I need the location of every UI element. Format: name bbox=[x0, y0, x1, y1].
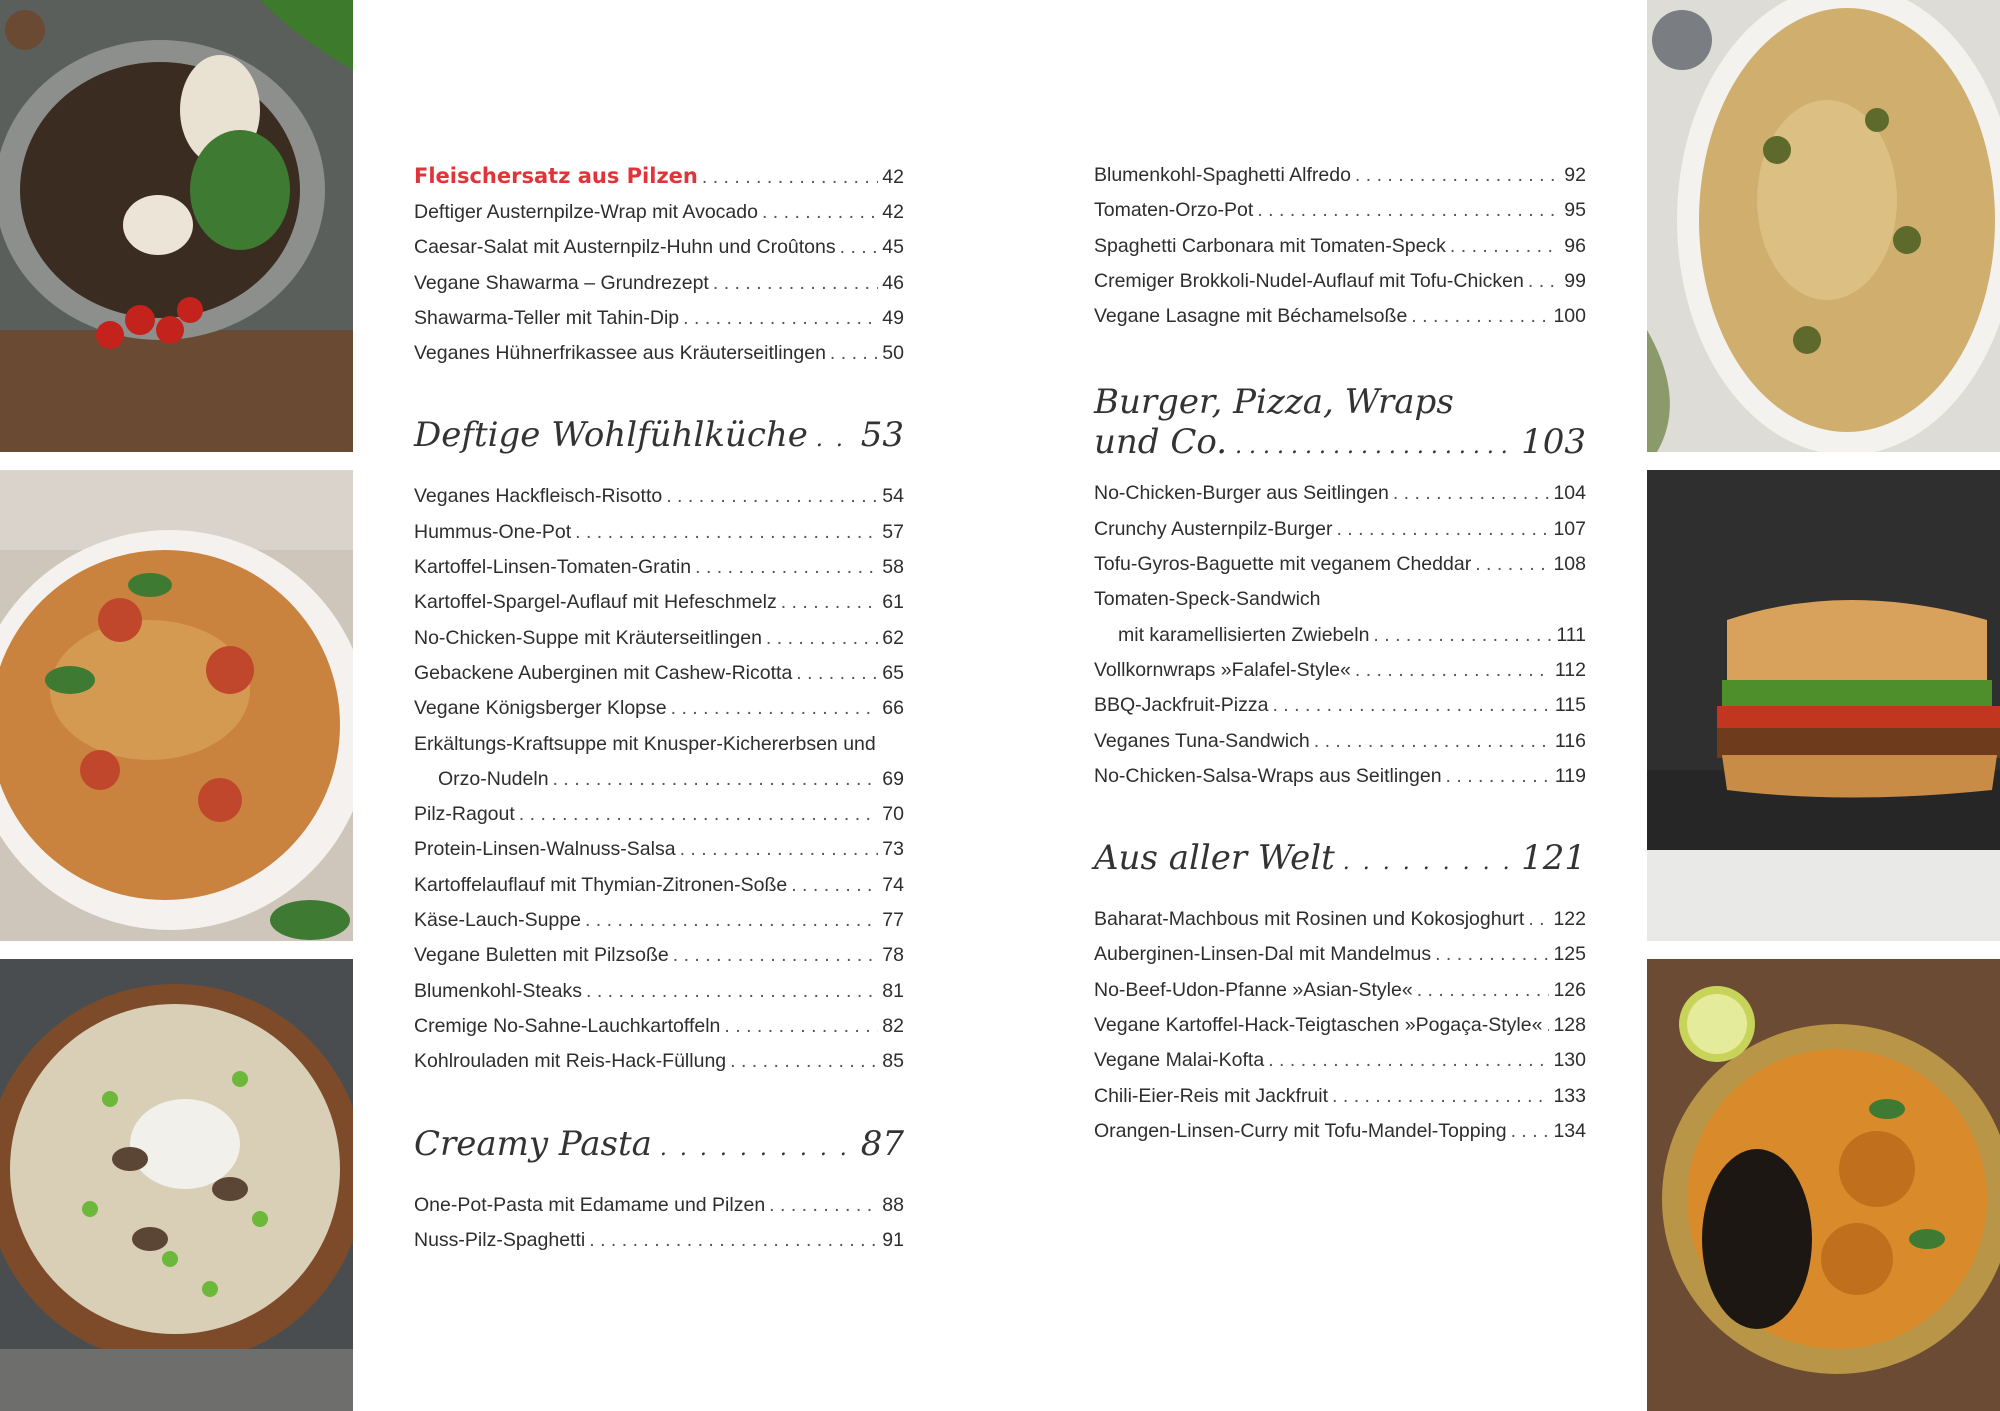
page-number: 85 bbox=[882, 1050, 904, 1073]
section-title: Aus aller Welt bbox=[1094, 838, 1335, 879]
photo-sandwich bbox=[1647, 470, 2000, 941]
page-number: 111 bbox=[1556, 623, 1586, 646]
page-number: 100 bbox=[1553, 305, 1586, 328]
leader-dots bbox=[666, 485, 878, 508]
toc-entry[interactable] bbox=[1094, 765, 1586, 800]
photo-mushroom-bowl bbox=[0, 0, 353, 452]
page-number: 74 bbox=[882, 873, 904, 896]
section-title: Creamy Pasta bbox=[414, 1123, 652, 1164]
entry-title: No-Chicken-Suppe mit Kräuterseitlingen bbox=[414, 626, 762, 649]
toc-entry[interactable] bbox=[414, 556, 904, 591]
entry-title: Tomaten-Speck-Sandwich bbox=[1094, 588, 1321, 611]
entry-title: Veganes Hühnerfrikassee aus Kräuterseitlingen bbox=[414, 342, 826, 365]
entry-title: Gebackene Auberginen mit Cashew-Ricotta bbox=[414, 661, 793, 684]
page-number: 107 bbox=[1553, 517, 1586, 540]
entry-title: Deftiger Austernpilze-Wrap mit Avocado bbox=[414, 201, 758, 223]
page-number: 61 bbox=[882, 591, 904, 614]
page-number: 95 bbox=[1564, 199, 1586, 222]
toc-entry[interactable] bbox=[1094, 908, 1586, 943]
toc-entry[interactable] bbox=[414, 272, 904, 307]
toc-entry[interactable] bbox=[414, 1229, 904, 1264]
leader-dots bbox=[766, 627, 878, 650]
leader-dots bbox=[796, 662, 878, 685]
photo-pasta-bake bbox=[1647, 0, 2000, 452]
entry-title: Crunchy Austernpilz-Burger bbox=[1094, 517, 1333, 540]
page-number: 53 bbox=[860, 415, 904, 456]
page-number: 65 bbox=[882, 661, 904, 684]
toc-entry[interactable] bbox=[414, 733, 904, 768]
leader-dots bbox=[816, 427, 853, 452]
section-title: Fleischersatz aus Pilzen bbox=[414, 164, 698, 188]
entry-title: Spaghetti Carbonara mit Tomaten-Speck bbox=[1094, 234, 1446, 257]
entry-title: Shawarma-Teller mit Tahin-Dip bbox=[414, 306, 680, 329]
page-number: 62 bbox=[882, 626, 904, 649]
toc-entry[interactable] bbox=[414, 803, 904, 838]
page-number: 73 bbox=[882, 838, 904, 861]
toc-entry[interactable] bbox=[1094, 1014, 1586, 1049]
toc-entry[interactable] bbox=[414, 627, 904, 662]
toc-left-column bbox=[414, 164, 904, 1264]
page-number: 88 bbox=[882, 1193, 904, 1216]
toc-entry[interactable] bbox=[414, 1194, 904, 1229]
toc-entry[interactable] bbox=[1094, 979, 1586, 1014]
entry-title: Blumenkohl-Spaghetti Alfredo bbox=[1094, 164, 1351, 186]
leader-dots bbox=[553, 768, 879, 791]
page-number: 77 bbox=[882, 909, 904, 932]
page-number: 87 bbox=[860, 1123, 904, 1164]
page-number: 81 bbox=[882, 979, 904, 1002]
page-number: 116 bbox=[1554, 729, 1586, 752]
page-number: 92 bbox=[1564, 164, 1586, 186]
page-number: 133 bbox=[1553, 1084, 1586, 1107]
leader-dots bbox=[713, 272, 878, 295]
entry-title: Caesar-Salat mit Austernpilz-Huhn und Croûtons bbox=[414, 236, 836, 259]
entry-title: Tomaten-Orzo-Pot bbox=[1094, 199, 1254, 222]
toc-entry[interactable] bbox=[1094, 1085, 1586, 1120]
page-number: 46 bbox=[882, 271, 904, 294]
leader-dots bbox=[1411, 305, 1549, 328]
entry-title: Vollkornwraps »Falafel-Style« bbox=[1094, 658, 1351, 681]
entry-title: Chili-Eier-Reis mit Jackfruit bbox=[1094, 1084, 1329, 1107]
leader-dots bbox=[1417, 979, 1550, 1002]
page-number: 66 bbox=[882, 697, 904, 720]
leader-dots bbox=[1450, 235, 1560, 258]
leader-dots bbox=[575, 521, 878, 544]
entry-title: Pilz-Ragout bbox=[414, 803, 515, 826]
toc-entry[interactable] bbox=[414, 201, 904, 236]
page-number: 78 bbox=[882, 944, 904, 967]
entry-title: Kohlrouladen mit Reis-Hack-Füllung bbox=[414, 1050, 727, 1073]
page-number: 49 bbox=[882, 306, 904, 329]
leader-dots bbox=[791, 874, 878, 897]
toc-entry[interactable] bbox=[1094, 1049, 1586, 1084]
entry-title: Käse-Lauch-Suppe bbox=[414, 909, 581, 932]
page-number: 99 bbox=[1564, 269, 1586, 292]
leader-dots bbox=[1435, 943, 1549, 966]
toc-entry[interactable] bbox=[414, 874, 904, 909]
leader-dots bbox=[840, 236, 879, 259]
entry-title: Baharat-Machbous mit Rosinen und Kokosjoghurt bbox=[1094, 908, 1525, 931]
leader-dots bbox=[1511, 1120, 1550, 1143]
toc-entry[interactable] bbox=[1094, 235, 1586, 270]
toc-entry[interactable] bbox=[1094, 164, 1586, 199]
entry-title: Vegane Malai-Kofta bbox=[1094, 1049, 1265, 1072]
page-number: 96 bbox=[1564, 234, 1586, 257]
entry-title: Vegane Buletten mit Pilzsoße bbox=[414, 944, 669, 967]
toc-entry[interactable] bbox=[1094, 199, 1586, 234]
page-number: 115 bbox=[1554, 694, 1586, 717]
page-number: 103 bbox=[1521, 422, 1586, 463]
toc-entry[interactable] bbox=[1094, 730, 1586, 765]
toc-entry[interactable] bbox=[1094, 694, 1586, 729]
leader-dots bbox=[702, 166, 878, 189]
page-number: 130 bbox=[1553, 1049, 1586, 1072]
entry-title: Vegane Lasagne mit Béchamelsoße bbox=[1094, 305, 1408, 328]
page-number: 58 bbox=[882, 556, 904, 579]
leader-dots bbox=[724, 1015, 878, 1038]
entry-title: Kartoffelauflauf mit Thymian-Zitronen-Soße bbox=[414, 873, 788, 896]
photo-malai-kofta bbox=[1647, 959, 2000, 1411]
leader-dots bbox=[671, 697, 879, 720]
page-number: 126 bbox=[1553, 978, 1586, 1001]
leader-dots bbox=[1528, 908, 1549, 931]
page-number: 112 bbox=[1554, 658, 1586, 681]
leader-dots bbox=[1272, 694, 1550, 717]
toc-entry[interactable] bbox=[414, 521, 904, 556]
entry-title: Veganes Tuna-Sandwich bbox=[1094, 729, 1310, 752]
section-title: Deftige Wohlfühlküche bbox=[414, 415, 808, 456]
toc-section-heading[interactable] bbox=[1094, 838, 1586, 898]
leader-dots bbox=[1314, 730, 1551, 753]
leader-dots bbox=[762, 201, 878, 224]
entry-title: Tofu-Gyros-Baguette mit veganem Cheddar bbox=[1094, 553, 1472, 576]
leader-dots bbox=[781, 591, 879, 614]
toc-section-heading[interactable] bbox=[414, 164, 904, 201]
entry-title: Vegane Kartoffel-Hack-Teigtaschen »Pogaça-Style« bbox=[1094, 1014, 1543, 1037]
toc-section-heading[interactable] bbox=[414, 1124, 904, 1184]
leader-dots bbox=[1546, 1014, 1549, 1037]
toc-entry[interactable] bbox=[1094, 482, 1586, 517]
toc-entry[interactable] bbox=[1094, 588, 1586, 623]
leader-dots bbox=[1336, 518, 1549, 541]
toc-entry[interactable] bbox=[1094, 1120, 1586, 1155]
leader-dots bbox=[1332, 1085, 1549, 1108]
leader-dots bbox=[683, 307, 878, 330]
toc-section-heading[interactable] bbox=[1094, 382, 1586, 466]
entry-title: Blumenkohl-Steaks bbox=[414, 979, 582, 1002]
leader-dots bbox=[589, 1229, 878, 1252]
leader-dots bbox=[1355, 164, 1560, 187]
page-number: 45 bbox=[882, 236, 904, 259]
toc-entry[interactable] bbox=[1094, 659, 1586, 694]
entry-title: Vegane Shawarma – Grundrezept bbox=[414, 271, 709, 294]
page-number: 108 bbox=[1553, 553, 1586, 576]
toc-entry[interactable] bbox=[414, 944, 904, 979]
entry-title: No-Chicken-Burger aus Seitlingen bbox=[1094, 482, 1389, 505]
entry-title: No-Beef-Udon-Pfanne »Asian-Style« bbox=[1094, 978, 1413, 1001]
entry-title: One-Pot-Pasta mit Edamame und Pilzen bbox=[414, 1193, 766, 1216]
toc-entry[interactable] bbox=[1094, 270, 1586, 305]
photo-casserole bbox=[0, 470, 353, 941]
page-number: 70 bbox=[882, 803, 904, 826]
toc-entry[interactable] bbox=[414, 697, 904, 732]
page-number: 54 bbox=[882, 485, 904, 508]
entry-title: Vegane Königsberger Klopse bbox=[414, 697, 667, 720]
leader-dots bbox=[660, 1136, 853, 1161]
page-number: 122 bbox=[1553, 908, 1586, 931]
toc-entry[interactable] bbox=[414, 980, 904, 1015]
leader-dots bbox=[1393, 482, 1550, 505]
toc-entry[interactable] bbox=[414, 307, 904, 342]
page-number: 134 bbox=[1553, 1119, 1586, 1142]
entry-title: Erkältungs-Kraftsuppe mit Knusper-Kichererbsen und bbox=[414, 732, 876, 755]
toc-entry[interactable] bbox=[1094, 518, 1586, 553]
toc-entry[interactable] bbox=[1094, 943, 1586, 978]
leader-dots bbox=[1446, 765, 1551, 788]
entry-title: Cremige No-Sahne-Lauchkartoffeln bbox=[414, 1014, 721, 1037]
page-number: 82 bbox=[882, 1014, 904, 1037]
page-number: 121 bbox=[1521, 838, 1586, 879]
toc-right-column bbox=[1094, 164, 1586, 1155]
section-title-line2: und Co. bbox=[1094, 422, 1228, 463]
toc-section-heading[interactable] bbox=[414, 415, 904, 475]
toc-entry[interactable] bbox=[414, 1015, 904, 1050]
leader-dots bbox=[1373, 624, 1552, 647]
leader-dots bbox=[695, 556, 878, 579]
leader-dots bbox=[1268, 1049, 1549, 1072]
leader-dots bbox=[1475, 553, 1549, 576]
entry-title: Hummus-One-Pot bbox=[414, 520, 572, 543]
leader-dots bbox=[769, 1194, 878, 1217]
toc-entry[interactable] bbox=[414, 909, 904, 944]
page-number: 128 bbox=[1553, 1014, 1586, 1037]
entry-title: Cremiger Brokkoli-Nudel-Auflauf mit Tofu-Chicken bbox=[1094, 269, 1524, 292]
entry-title: Nuss-Pilz-Spaghetti bbox=[414, 1228, 586, 1251]
toc-entry[interactable] bbox=[414, 662, 904, 697]
leader-dots bbox=[830, 342, 878, 365]
toc-entry[interactable] bbox=[1094, 553, 1586, 588]
leader-dots bbox=[1343, 850, 1513, 875]
page-number: 91 bbox=[882, 1228, 904, 1251]
page-number: 119 bbox=[1554, 764, 1586, 787]
entry-title: Orangen-Linsen-Curry mit Tofu-Mandel-Topping bbox=[1094, 1119, 1507, 1142]
entry-title: Veganes Hackfleisch-Risotto bbox=[414, 485, 663, 508]
photo-pasta-edamame bbox=[0, 959, 353, 1411]
toc-entry[interactable] bbox=[414, 236, 904, 271]
leader-dots bbox=[586, 980, 878, 1003]
toc-entry[interactable] bbox=[414, 485, 904, 520]
toc-entry[interactable] bbox=[1094, 305, 1586, 340]
entry-title: mit karamellisierten Zwiebeln bbox=[1118, 623, 1370, 646]
leader-dots bbox=[673, 944, 879, 967]
leader-dots bbox=[1528, 270, 1560, 293]
leader-dots bbox=[730, 1050, 878, 1073]
toc-entry[interactable] bbox=[414, 342, 904, 377]
entry-title: Kartoffel-Spargel-Auflauf mit Hefeschmelz bbox=[414, 591, 777, 614]
page-number: 104 bbox=[1553, 482, 1586, 505]
page-number: 57 bbox=[882, 520, 904, 543]
entry-title: Kartoffel-Linsen-Tomaten-Gratin bbox=[414, 556, 692, 579]
leader-dots bbox=[1235, 434, 1513, 459]
page-number: 42 bbox=[882, 201, 904, 223]
leader-dots bbox=[585, 909, 878, 932]
leader-dots bbox=[519, 803, 879, 826]
toc-entry[interactable] bbox=[414, 838, 904, 873]
page-number: 50 bbox=[882, 342, 904, 365]
toc-entry[interactable] bbox=[414, 768, 904, 803]
entry-title: Orzo-Nudeln bbox=[438, 767, 549, 790]
page-number: 69 bbox=[882, 767, 904, 790]
toc-entry[interactable] bbox=[1094, 624, 1586, 659]
section-title-line1: Burger, Pizza, Wraps bbox=[1094, 382, 1454, 423]
entry-title: Protein-Linsen-Walnuss-Salsa bbox=[414, 838, 676, 861]
entry-title: No-Chicken-Salsa-Wraps aus Seitlingen bbox=[1094, 764, 1442, 787]
page-number: 125 bbox=[1553, 943, 1586, 966]
leader-dots bbox=[1355, 659, 1551, 682]
toc-entry[interactable] bbox=[414, 1050, 904, 1085]
leader-dots bbox=[680, 838, 879, 861]
toc-entry[interactable] bbox=[414, 591, 904, 626]
entry-title: BBQ-Jackfruit-Pizza bbox=[1094, 694, 1269, 717]
leader-dots bbox=[1257, 199, 1560, 222]
entry-title: Auberginen-Linsen-Dal mit Mandelmus bbox=[1094, 943, 1432, 966]
page-number: 42 bbox=[882, 166, 904, 188]
